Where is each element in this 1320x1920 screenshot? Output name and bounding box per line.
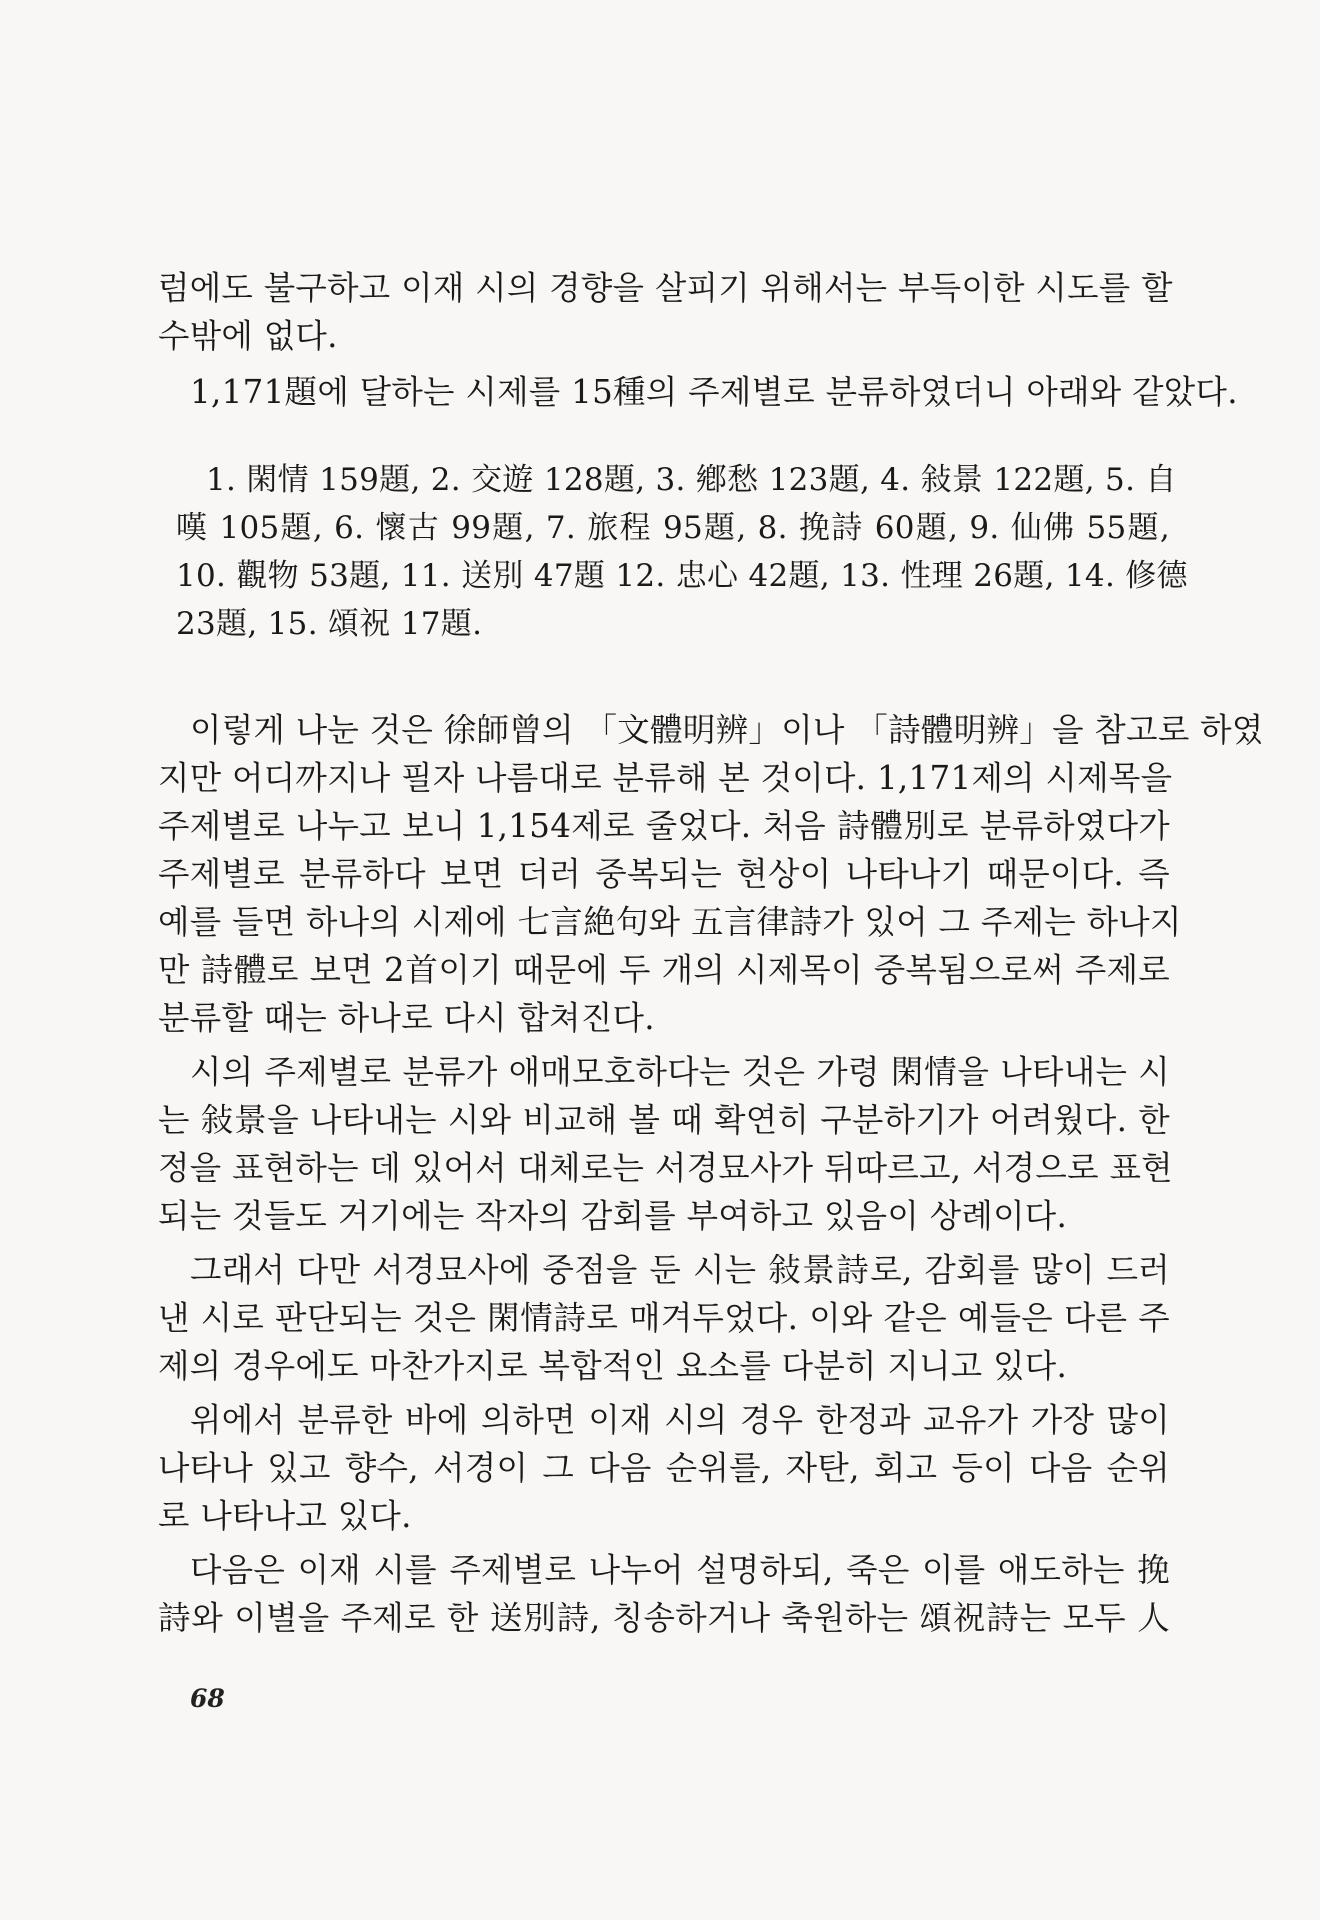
list-line: 10. 觀物 53題, 11. 送別 47題 12. 忠心 42題, 13. 性理 26題, 14. 修德 [176, 558, 1188, 594]
text-line: 만 詩體로 보면 2首이기 때문에 두 개의 시제목이 중복됨으로써 주제로 [158, 951, 1170, 989]
text-line: 위에서 분류한 바에 의하면 이재 시의 경우 한정과 교유가 가장 많이 [190, 1401, 1170, 1439]
text-line: 그래서 다만 서경묘사에 중점을 둔 시는 敍景詩로, 감회를 많이 드러 [190, 1251, 1170, 1289]
text-line: 지만 어디까지나 필자 나름대로 분류해 본 것이다. 1,171제의 시제목을 [158, 759, 1173, 797]
text-line: 는 敍景을 나타내는 시와 비교해 볼 때 확연히 구분하기가 어려웠다. 한 [158, 1101, 1170, 1139]
text-line: 분류할 때는 하나로 다시 합쳐진다. [158, 999, 655, 1037]
text-line: 럼에도 불구하고 이재 시의 경향을 살피기 위해서는 부득이한 시도를 할 [158, 269, 1173, 307]
list-line: 1. 閑情 159題, 2. 交遊 128題, 3. 鄕愁 123題, 4. 敍景 122題, 5. 自 [206, 462, 1177, 498]
text-line: 정을 표현하는 데 있어서 대체로는 서경묘사가 뒤따르고, 서경으로 표현 [158, 1149, 1173, 1187]
list-line: 23題, 15. 頌祝 17題. [176, 606, 483, 642]
text-line: 詩와 이별을 주제로 한 送別詩, 칭송하거나 축원하는 頌祝詩는 모두 人 [158, 1599, 1170, 1637]
text-line: 1,171題에 달하는 시제를 15種의 주제별로 분류하였더니 아래와 같았다. [190, 373, 1238, 411]
text-line: 시의 주제별로 분류가 애매모호하다는 것은 가령 閑情을 나타내는 시 [190, 1053, 1170, 1091]
text-line: 되는 것들도 거기에는 작자의 감회를 부여하고 있음이 상례이다. [158, 1197, 1068, 1235]
text-line: 나타나 있고 향수, 서경이 그 다음 순위를, 자탄, 회고 등이 다음 순위 [158, 1449, 1170, 1487]
text-line: 주제별로 나누고 보니 1,154제로 줄었다. 처음 詩體別로 분류하였다가 [158, 807, 1170, 845]
list-line: 嘆 105題, 6. 懷古 99題, 7. 旅程 95題, 8. 挽詩 60題, 9. 仙佛 55題, [176, 510, 1170, 546]
text-line: 예를 들면 하나의 시제에 七言絶句와 五言律詩가 있어 그 주제는 하나지 [158, 903, 1182, 941]
page-number: 68 [190, 1684, 225, 1713]
text-line: 다음은 이재 시를 주제별로 나누어 설명하되, 죽은 이를 애도하는 挽 [190, 1551, 1170, 1589]
text-line: 이렇게 나눈 것은 徐師曾의 「文體明辨」이나 「詩體明辨」을 참고로 하였 [190, 711, 1264, 749]
text-line: 수밖에 없다. [158, 317, 338, 355]
text-line: 제의 경우에도 마찬가지로 복합적인 요소를 다분히 지니고 있다. [158, 1347, 1068, 1385]
text-line: 주제별로 분류하다 보면 더러 중복되는 현상이 나타나기 때문이다. 즉 [158, 855, 1170, 893]
text-line: 로 나타나고 있다. [158, 1497, 412, 1535]
text-line: 낸 시로 판단되는 것은 閑情詩로 매겨두었다. 이와 같은 예들은 다른 주 [158, 1299, 1170, 1337]
